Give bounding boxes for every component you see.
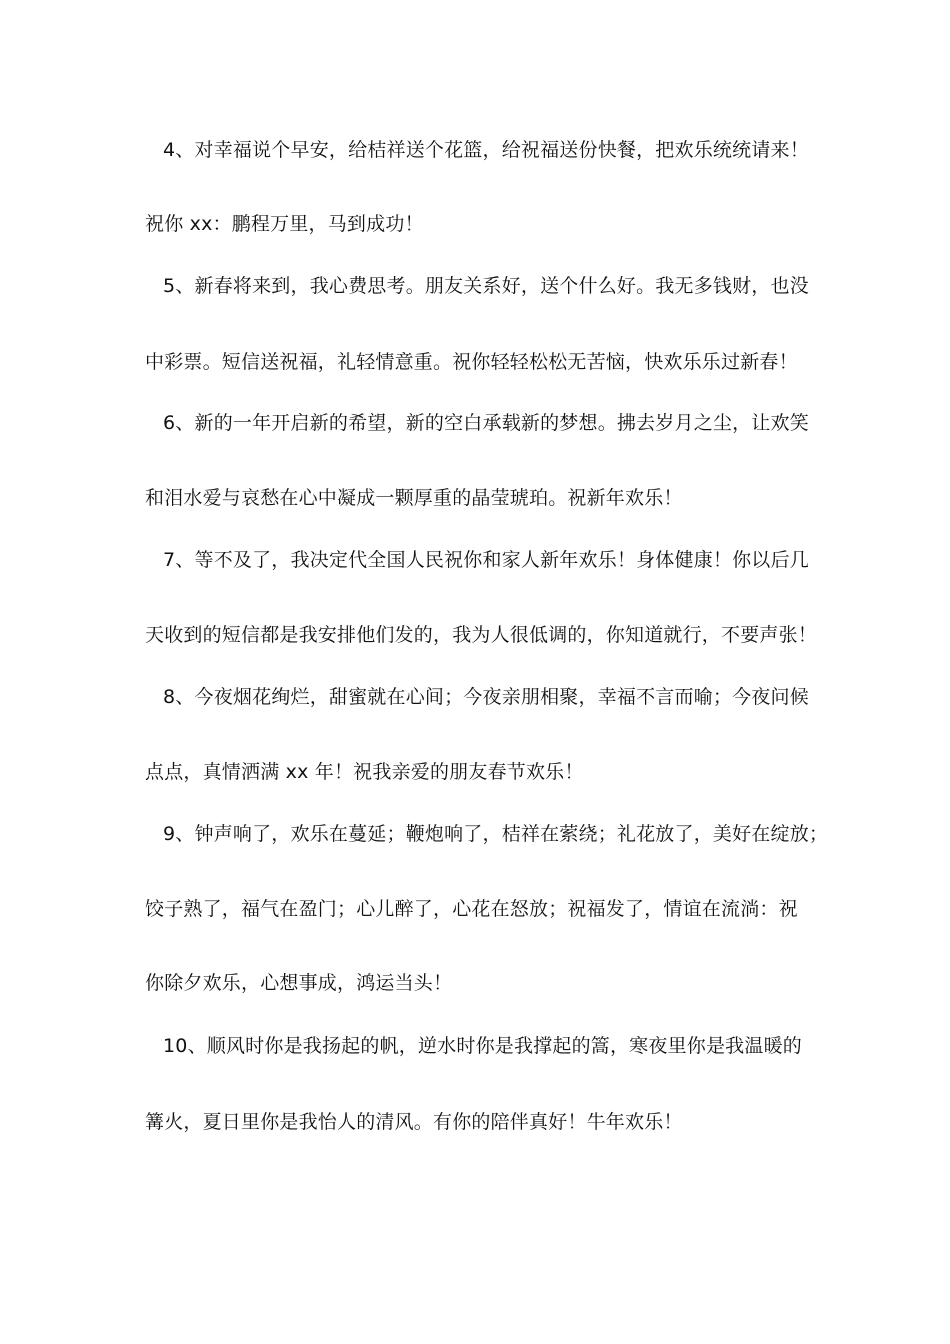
paragraph-line: 8、今夜烟花绚烂，甜蜜就在心间；今夜亲朋相聚，幸福不言而喻；今夜问候 — [163, 686, 809, 708]
paragraph-line: 点点，真情洒满 xx 年！祝我亲爱的朋友春节欢乐！ — [145, 761, 584, 783]
paragraph-line: 和泪水爱与哀愁在心中凝成一颗厚重的晶莹琥珀。祝新年欢乐！ — [145, 487, 683, 509]
paragraph-line: 4、对幸福说个早安，给桔祥送个花篮，给祝福送份快餐，把欢乐统统请来！ — [163, 139, 809, 161]
paragraph-line: 天收到的短信都是我安排他们发的，我为人很低调的，你知道就行，不要声张！ — [145, 624, 818, 646]
paragraph-line: 10、顺风时你是我扬起的帆，逆水时你是我撑起的篙，寒夜里你是我温暖的 — [163, 1035, 802, 1057]
paragraph-line: 你除夕欢乐，心想事成，鸿运当头！ — [145, 972, 453, 994]
paragraph-line: 饺子熟了，福气在盈门；心儿醉了，心花在怒放；祝福发了，情谊在流淌：祝 — [145, 898, 798, 920]
paragraph-line: 5、新春将来到，我心费思考。朋友关系好，送个什么好。我无多钱财，也没 — [163, 275, 809, 297]
paragraph-line: 9、钟声响了，欢乐在蔓延；鞭炮响了，桔祥在萦绕；礼花放了，美好在绽放； — [163, 823, 829, 845]
paragraph-line: 7、等不及了，我决定代全国人民祝你和家人新年欢乐！身体健康！你以后几 — [163, 549, 809, 571]
paragraph-line: 祝你 xx：鹏程万里，马到成功！ — [145, 213, 424, 235]
paragraph-line: 6、新的一年开启新的希望，新的空白承载新的梦想。拂去岁月之尘，让欢笑 — [163, 412, 809, 434]
paragraph-line: 中彩票。短信送祝福，礼轻情意重。祝你轻轻松松无苦恼，快欢乐乐过新春！ — [145, 351, 798, 373]
paragraph-line: 篝火，夏日里你是我怡人的清风。有你的陪伴真好！牛年欢乐！ — [145, 1111, 683, 1133]
